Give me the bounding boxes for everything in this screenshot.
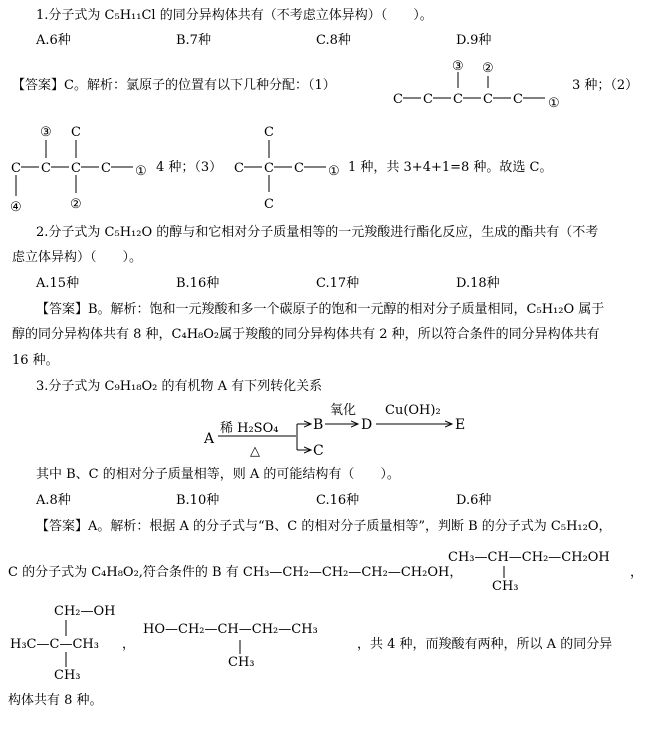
compound-d: D	[361, 417, 373, 433]
alcohol-structure-2-bottom: CH₃	[54, 668, 81, 683]
q2-option-c[interactable]: C.17种	[316, 276, 360, 291]
compound-b: B	[313, 417, 324, 433]
q3-answer-tail: ，共 4 种，而羧酸有两种，所以 A 的同分异	[357, 637, 613, 652]
carbon-atom: C	[483, 92, 493, 107]
q3-option-b[interactable]: B.10种	[176, 493, 220, 508]
q2-answer-line-3: 16 种。	[12, 353, 59, 368]
q3-answer-line-2: C 的分子式为 C₄H₈O₂,符合条件的 B 有 CH₃—CH₂—CH₂—CH₂—CH₂OH，	[8, 565, 463, 580]
carbon-atom: C	[11, 161, 21, 176]
alcohol-structure-1-branch: CH₃	[492, 579, 519, 594]
q1-answer-intro: 【答案】C。解析：氯原子的位置有以下几种分配：（1）	[12, 78, 336, 93]
carbon-atom: C	[513, 92, 523, 107]
position-label: ④	[10, 200, 22, 215]
q1-option-a[interactable]: A.6种	[36, 33, 71, 48]
compound-c: C	[313, 443, 324, 459]
carbon-atom: C	[393, 92, 403, 107]
carbon-atom: C	[234, 161, 244, 176]
reagent-oxidation: 氧化	[330, 403, 357, 418]
position-label: ①	[328, 164, 340, 179]
q3-condition: 其中 B、C 的相对分子质量相等，则 A 的可能结构有（ ）。	[36, 467, 400, 482]
position-label: ③	[40, 125, 52, 140]
alcohol-structure-3-branch: CH₃	[228, 655, 255, 670]
carbon-atom: C	[453, 92, 463, 107]
carbon-atom: C	[423, 92, 433, 107]
alcohol-structure-2-main: H₃C—C—CH₃	[10, 637, 99, 652]
q2-stem-line-2: 虑立体异构）（ ）。	[12, 250, 143, 265]
compound-e: E	[455, 417, 466, 433]
q1-option-c[interactable]: C.8种	[316, 33, 351, 48]
q2-option-d[interactable]: D.18种	[456, 276, 500, 291]
q2-answer-line-1: 【答案】B。解析：饱和一元羧酸和多一个碳原子的饱和一元醇的相对分子质量相同，C₅H₁₂O 属于	[36, 302, 605, 317]
q1-count-2: 4 种；（3）	[156, 160, 223, 175]
compound-a: A	[204, 431, 215, 447]
carbon-atom: C	[71, 161, 81, 176]
reagent-h2so4: 稀 H₂SO₄	[220, 421, 279, 436]
carbon-atom: C	[264, 125, 274, 140]
separator-comma: ，	[122, 637, 136, 652]
reagent-cuoh2: Cu(OH)₂	[385, 403, 441, 418]
carbon-atom: C	[264, 161, 274, 176]
q3-answer-line-1: 【答案】A。解析：根据 A 的分子式与“B、C 的相对分子质量相等”，判断 B 的分子式为 C₅H₁₂O，	[36, 519, 612, 534]
position-label: ①	[548, 96, 560, 111]
alcohol-structure-2-top: CH₂—OH	[54, 604, 116, 619]
q1-option-d[interactable]: D.9种	[456, 33, 492, 48]
carbon-atom: C	[41, 161, 51, 176]
carbon-atom: C	[71, 125, 81, 140]
q3-stem: 3.分子式为 C₉H₁₈O₂ 的有机物 A 有下列转化关系	[36, 379, 323, 394]
carbon-atom: C	[294, 161, 304, 176]
position-label: ①	[135, 164, 147, 179]
q3-option-a[interactable]: A.8种	[36, 493, 71, 508]
q3-option-c[interactable]: C.16种	[316, 493, 360, 508]
position-label: ②	[482, 61, 494, 76]
q1-stem: 1.分子式为 C₅H₁₁Cl 的同分异构体共有（不考虑立体异构）（ ）。	[36, 8, 433, 23]
q3-answer-last: 构体共有 8 种。	[8, 693, 103, 708]
q2-option-b[interactable]: B.16种	[176, 276, 220, 291]
separator-comma: ，	[630, 565, 644, 580]
position-label: ③	[452, 59, 464, 74]
q2-option-a[interactable]: A.15种	[36, 276, 80, 291]
position-label: ②	[70, 197, 82, 212]
carbon-atom: C	[101, 161, 111, 176]
carbon-atom: C	[264, 197, 274, 212]
heat-symbol: △	[250, 444, 260, 459]
alcohol-structure-1-main: CH₃—CH—CH₂—CH₂OH	[448, 550, 610, 565]
alcohol-structure-3-main: HO—CH₂—CH—CH₂—CH₃	[143, 622, 318, 637]
q1-count-1: 3 种；（2）	[572, 78, 639, 93]
q3-option-d[interactable]: D.6种	[456, 493, 492, 508]
q1-option-b[interactable]: B.7种	[176, 33, 211, 48]
q2-stem-line-1: 2.分子式为 C₅H₁₂O 的醇与和它相对分子质量相等的一元羧酸进行酯化反应，生成的酯共有（不考	[36, 225, 599, 240]
q1-count-3: 1 种，共 3+4+1=8 种。故选 C。	[348, 160, 553, 175]
q2-answer-line-2: 醇的同分异构体共有 8 种，C₄H₈O₂属于羧酸的同分异构体共有 2 种，所以符合条件的同分异构体共有	[12, 327, 600, 342]
